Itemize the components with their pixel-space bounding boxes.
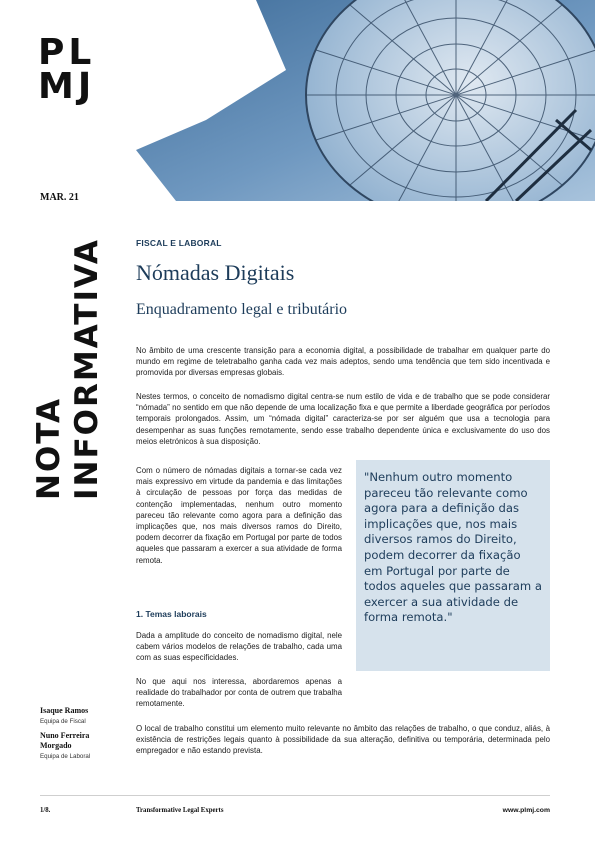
author-team: Equipa de Fiscal [40, 718, 86, 725]
satellite-dish-illustration [136, 0, 595, 201]
author-team: Equipa de Laboral [40, 753, 91, 760]
footer-tagline: Transformative Legal Experts [136, 807, 224, 814]
paragraph-context: Com o número de nómadas digitais a tornar-se cada vez mais expressivo em virtude da pandemia e das limitações à circulação de pessoas por força das medidas de contenção implementadas, nenhum outro momento pareceu tão relevante como agora para a definição das implicações que, nos mais diversos ramos do Direito, podem decorrer da fixação em Portugal por parte de todos aqueles que passaram a exercer a sua atividade de forma remota. [136, 466, 342, 565]
vertical-title [30, 220, 110, 500]
author-name: Isaque Ramos [40, 706, 89, 715]
footer-divider [40, 795, 550, 796]
paragraph-intro: No âmbito de uma crescente transição para a economia digital, a possibilidade de trabalhar em qualquer parte do mundo em regime de teletrabalho ganha cada vez mais adeptos, sendo uma tendência que tem sido incentivada e promovida por diversas empresas globais. [136, 346, 550, 378]
article-subtitle: Enquadramento legal e tributário [136, 301, 348, 318]
article-title: Nómadas Digitais [136, 260, 295, 285]
category-label: FISCAL E LABORAL [136, 238, 222, 248]
paragraph-section-1: Dada a amplitude do conceito de nomadismo digital, nele cabem vários modelos de relações de trabalho, cada uma com as suas especificidades. [136, 631, 342, 663]
paragraph-section-2: No que aqui nos interessa, abordaremos apenas a realidade do trabalhador por conta de outrem que trabalha remotamente. [136, 677, 342, 709]
plmj-logo [38, 32, 100, 107]
pull-quote-box [356, 460, 550, 671]
author-name: Nuno Ferreira Morgado [40, 731, 90, 750]
paragraph-concept: Nestes termos, o conceito de nomadismo digital centra-se num estilo de vida e de trabalho que se pode considerar “nómada” no sentido em que não depende de uma localização fixa e que permite a liberdade geográfica por períodos temporais prolongados. Assim, um “nómada digital” caracteriza-se por ser alguém que usa a tecnologia para desempenhar as suas funções remotamente, sendo esse trabalho dependente única e exclusivamente do uso dos meios eletrónicos à sua disposição. [136, 392, 550, 446]
pull-quote-text: "Nenhum outro momento pareceu tão relevante como agora para a definição das implicações que, nos mais diversos ramos do Direito, podem decorrer da fixação em Portugal por parte de todos aqueles que passaram a exercer a sua atividade de forma remota." [364, 470, 542, 625]
section-heading: 1. Temas laborais [136, 609, 207, 619]
website-link[interactable]: www.plmj.com [502, 807, 550, 814]
page-number: 1/8. [40, 807, 51, 814]
hero-image [136, 0, 595, 201]
paragraph-section-3: O local de trabalho constitui um elemento muito relevante no âmbito das relações de trabalho, o que conduz, aliás, à existência de restrições legais quanto à possibilidade da sua alteração, definitiva ou temporária, determinada pelo empregador e não estando prevista. [136, 724, 550, 756]
vertical-title-line-2: INFORMATIVA [69, 238, 105, 500]
vertical-title-line-1: NOTA [31, 396, 67, 500]
logo-line-1: PL [38, 32, 96, 73]
issue-date: MAR. 21 [40, 192, 79, 203]
logo-line-2: MJ [38, 66, 96, 107]
